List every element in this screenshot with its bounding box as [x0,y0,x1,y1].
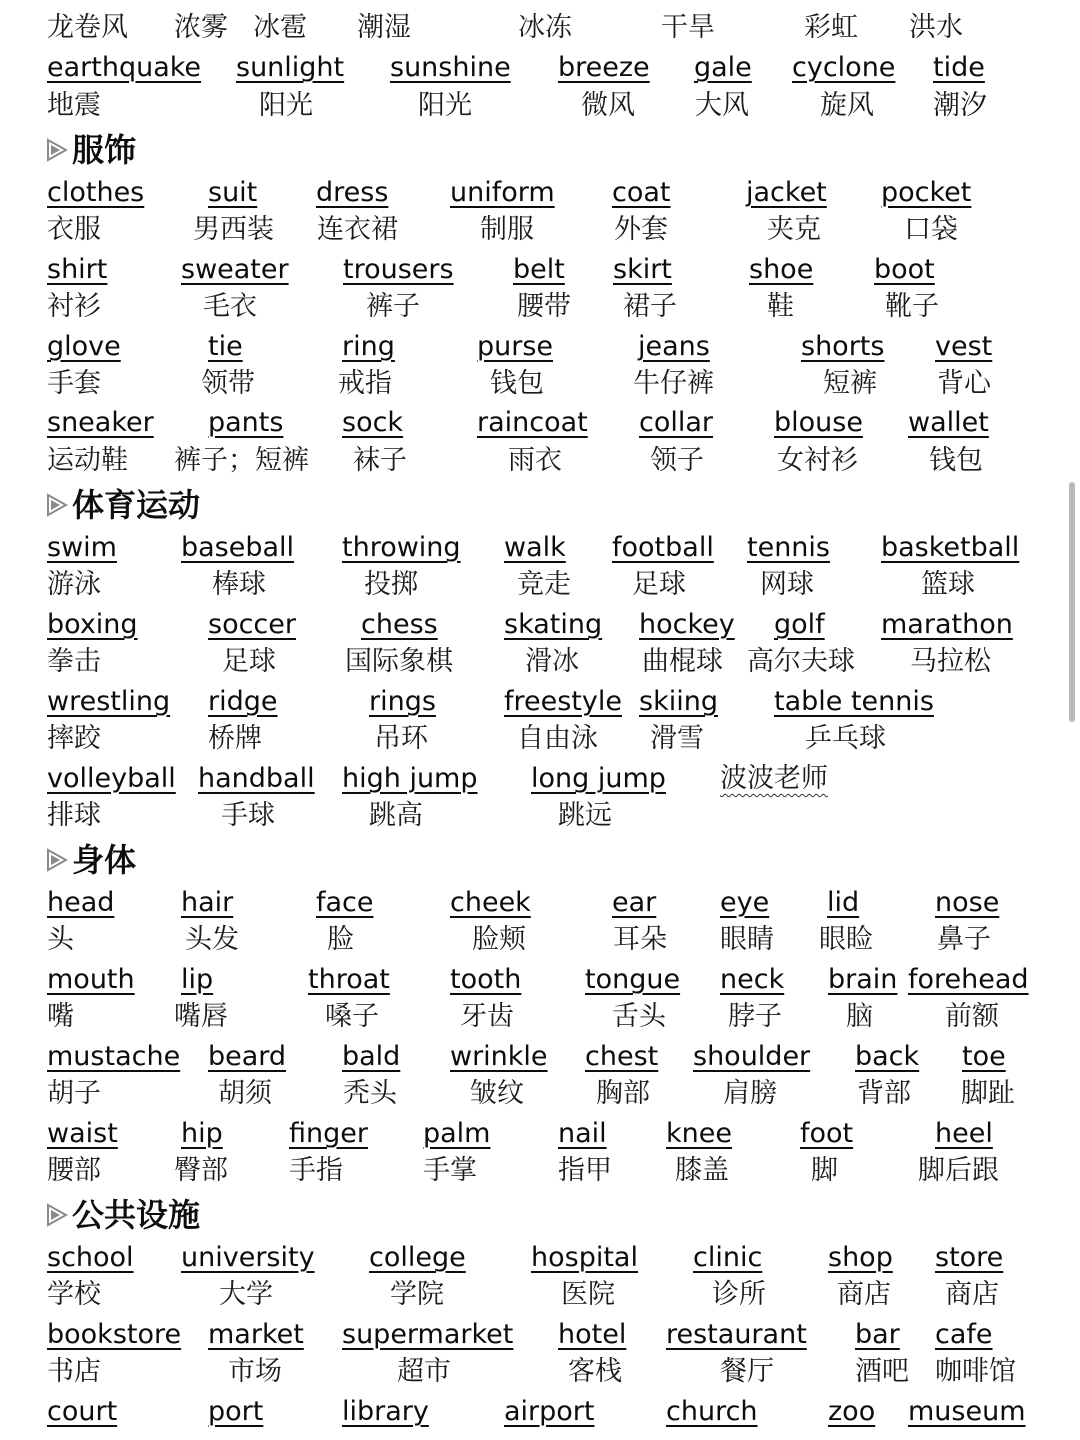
en-word-link[interactable]: high jump [342,763,478,794]
zh-word: 脸颊 [472,924,526,955]
en-word-link[interactable]: bar [855,1319,900,1350]
en-word-link[interactable]: cheek [450,887,531,918]
zh-word: 手球 [221,800,275,831]
en-word-link[interactable]: store [935,1242,1004,1273]
en-word-link[interactable]: earthquake [47,52,202,83]
en-word-link[interactable]: coat [612,177,671,208]
zh-word: 脑 [846,1001,873,1032]
zh-word: 连衣裙 [317,214,398,245]
zh-word: 衣服 [47,214,101,245]
en-word-link[interactable]: breeze [558,52,650,83]
zh-word: 洪水 [909,12,963,43]
zh-word: 口袋 [904,214,958,245]
zh-word: 大学 [219,1279,273,1310]
en-word-link[interactable]: ring [342,331,395,362]
en-word-link[interactable]: school [47,1242,134,1273]
en-word-link[interactable]: wrestling [47,686,171,717]
en-word-link[interactable]: soccer [208,609,296,640]
en-word-link[interactable]: clothes [47,177,145,208]
en-word-link[interactable]: neck [720,964,785,995]
section-title: 体育运动 [72,486,201,524]
triangle-marker-icon [46,137,68,163]
zh-word: 手套 [47,368,101,399]
triangle-marker-icon [46,847,68,873]
zh-word: 潮湿 [357,12,411,43]
section-title: 身体 [72,841,137,879]
zh-word: 足球 [222,646,276,677]
en-word-link[interactable]: dress [316,177,389,208]
en-word-link[interactable]: skating [504,609,603,640]
zh-word: 眼睛 [720,924,774,955]
en-word-link[interactable]: hospital [531,1242,638,1273]
zh-word: 膝盖 [675,1155,729,1186]
zh-word: 马拉松 [910,646,991,677]
en-word-link[interactable]: table tennis [774,686,934,717]
en-word-link[interactable]: wallet [908,407,989,438]
en-word-link[interactable]: chess [361,609,438,640]
en-word-link[interactable]: cyclone [792,52,896,83]
en-word-link[interactable]: bookstore [47,1319,182,1350]
en-word-link[interactable]: volleyball [47,763,176,794]
zh-word: 嘴 [47,1001,74,1032]
zh-word: 臀部 [174,1155,228,1186]
en-word-link[interactable]: baseball [181,532,295,563]
en-word-link[interactable]: suit [208,177,258,208]
en-word-link[interactable]: back [855,1041,920,1072]
zh-word: 乒乓球 [805,723,886,754]
en-word-link[interactable]: bald [342,1041,401,1072]
zh-word: 前额 [945,1001,999,1032]
en-word-link[interactable]: tooth [450,964,522,995]
en-word-link[interactable]: eye [720,887,770,918]
en-word-link[interactable]: belt [513,254,565,285]
section-heading-body [46,840,136,880]
zh-word: 咖啡馆 [935,1356,1016,1387]
en-word-link[interactable]: hair [181,887,234,918]
author-watermark: 波波老师 [720,763,828,794]
en-word-link[interactable]: nail [558,1118,607,1149]
zh-word: 毛衣 [203,291,257,322]
en-word-link[interactable]: marathon [881,609,1013,640]
en-word-link[interactable]: golf [774,609,825,640]
zh-word: 诊所 [712,1279,766,1310]
zh-word: 大风 [695,90,749,121]
en-word-link[interactable]: ridge [208,686,278,717]
en-word-link[interactable]: forehead [908,964,1029,995]
en-word-link[interactable]: boot [874,254,935,285]
en-word-link[interactable]: raincoat [477,407,588,438]
zh-word: 排球 [47,800,101,831]
section-heading-clothing [46,130,136,170]
en-word-link[interactable]: tongue [585,964,681,995]
triangle-marker-icon [46,492,68,518]
zh-word: 竞走 [517,569,571,600]
zh-word: 商店 [837,1279,891,1310]
en-word-link[interactable]: jeans [638,331,710,362]
zh-word: 钱包 [929,445,983,476]
zh-word: 书店 [47,1356,101,1387]
en-word-link[interactable]: tide [933,52,985,83]
en-word-link[interactable]: restaurant [666,1319,807,1350]
zh-word: 领子 [650,445,704,476]
en-word-link[interactable]: shoulder [693,1041,811,1072]
en-word-link[interactable]: jacket [746,177,827,208]
zh-word: 头发 [185,924,239,955]
zh-word: 脚趾 [961,1078,1015,1109]
zh-word: 地震 [47,90,101,121]
zh-word: 嗓子 [325,1001,379,1032]
en-word-link[interactable]: pants [208,407,284,438]
en-word-link[interactable]: skirt [613,254,672,285]
section-title: 公共设施 [72,1196,201,1234]
en-word-link[interactable]: tennis [747,532,830,563]
en-word-link[interactable]: lip [181,964,214,995]
zh-word: 商店 [945,1279,999,1310]
en-word-link[interactable]: lid [827,887,860,918]
zh-word: 酒吧 [855,1356,909,1387]
zh-word: 手指 [289,1155,343,1186]
en-word-link[interactable]: purse [477,331,554,362]
en-word-link[interactable]: airport [504,1396,595,1427]
zh-word: 阳光 [259,90,313,121]
zh-word: 头 [47,924,74,955]
en-word-link[interactable]: sock [342,407,404,438]
zh-word: 牙齿 [460,1001,514,1032]
en-word-link[interactable]: throwing [342,532,461,563]
zh-word: 脸 [327,924,354,955]
zh-word: 裤子；短裤 [174,445,309,476]
zh-word: 桥牌 [208,723,262,754]
zh-word: 滑雪 [650,723,704,754]
en-word-link[interactable]: zoo [828,1396,876,1427]
zh-word: 网球 [760,569,814,600]
en-word-link[interactable]: football [612,532,714,563]
en-word-link[interactable]: shop [828,1242,893,1273]
zh-word: 龙卷风 [47,12,128,43]
en-word-link[interactable]: toe [962,1041,1006,1072]
zh-word: 钱包 [490,368,544,399]
zh-word: 微风 [581,90,635,121]
en-word-link[interactable]: walk [504,532,566,563]
zh-word: 眼睑 [819,924,873,955]
zh-word: 冰雹 [253,12,307,43]
en-word-link[interactable]: uniform [450,177,555,208]
en-word-link[interactable]: shirt [47,254,108,285]
zh-word: 舌头 [612,1001,666,1032]
en-word-link[interactable]: mustache [47,1041,181,1072]
en-word-link[interactable]: handball [198,763,315,794]
en-word-link[interactable]: knee [666,1118,732,1149]
en-word-link[interactable]: supermarket [342,1319,514,1350]
vertical-scrollbar[interactable] [1069,482,1075,722]
zh-word: 脚 [811,1155,838,1186]
zh-word: 游泳 [47,569,101,600]
en-word-link[interactable]: ear [612,887,657,918]
zh-word: 摔跤 [47,723,101,754]
en-word-link[interactable]: blouse [774,407,863,438]
en-word-link[interactable]: waist [47,1118,118,1149]
en-word-link[interactable]: throat [308,964,390,995]
zh-word: 领带 [201,368,255,399]
en-word-link[interactable]: finger [289,1118,368,1149]
en-word-link[interactable]: sunlight [236,52,345,83]
zh-word: 戒指 [338,368,392,399]
zh-word: 衬衫 [47,291,101,322]
en-word-link[interactable]: gale [694,52,752,83]
zh-word: 曲棍球 [642,646,723,677]
en-word-link[interactable]: sunshine [390,52,511,83]
zh-word: 腰部 [47,1155,101,1186]
en-word-link[interactable]: port [208,1396,264,1427]
zh-word: 靴子 [885,291,939,322]
en-word-link[interactable]: skiing [639,686,718,717]
en-word-link[interactable]: boxing [47,609,138,640]
en-word-link[interactable]: nose [935,887,1000,918]
zh-word: 浓雾 [174,12,228,43]
en-word-link[interactable]: hockey [639,609,735,640]
zh-word: 脚后跟 [918,1155,999,1186]
zh-word: 旋风 [820,90,874,121]
zh-word: 干旱 [661,12,715,43]
zh-word: 嘴唇 [174,1001,228,1032]
zh-word: 跳远 [558,800,612,831]
zh-word: 男西装 [193,214,274,245]
en-word-link[interactable]: pocket [881,177,972,208]
en-word-link[interactable]: shoe [749,254,814,285]
zh-word: 学校 [47,1279,101,1310]
zh-word: 短裤 [823,368,877,399]
zh-word: 手掌 [423,1155,477,1186]
zh-word: 吊环 [374,723,428,754]
en-word-link[interactable]: palm [423,1118,491,1149]
zh-word: 医院 [561,1279,615,1310]
en-word-link[interactable]: beard [208,1041,287,1072]
zh-word: 背心 [937,368,991,399]
zh-word: 胡须 [218,1078,272,1109]
zh-word: 裙子 [623,291,677,322]
zh-word: 肩膀 [723,1078,777,1109]
zh-word: 冰冻 [518,12,572,43]
en-word-link[interactable]: hip [181,1118,223,1149]
zh-word: 牛仔裤 [633,368,714,399]
en-word-link[interactable]: vest [935,331,993,362]
zh-word: 客栈 [568,1356,622,1387]
en-word-link[interactable]: cafe [935,1319,993,1350]
zh-word: 彩虹 [804,12,858,43]
section-title: 服饰 [72,131,137,169]
en-word-link[interactable]: court [47,1396,118,1427]
en-word-link[interactable]: brain [828,964,898,995]
zh-word: 国际象棋 [345,646,453,677]
zh-word: 鼻子 [937,924,991,955]
zh-word: 餐厅 [720,1356,774,1387]
zh-word: 秃头 [343,1078,397,1109]
en-word-link[interactable]: sweater [181,254,289,285]
zh-word: 腰带 [517,291,571,322]
zh-word: 耳朵 [613,924,667,955]
en-word-link[interactable]: long jump [531,763,666,794]
zh-word: 学院 [390,1279,444,1310]
triangle-marker-icon [46,1202,68,1228]
zh-word: 裤子 [366,291,420,322]
zh-word: 雨衣 [508,445,562,476]
zh-word: 鞋 [767,291,794,322]
en-word-link[interactable]: head [47,887,115,918]
en-word-link[interactable]: swim [47,532,117,563]
section-heading-sports [46,485,200,525]
en-word-link[interactable]: rings [369,686,436,717]
zh-word: 篮球 [921,569,975,600]
zh-word: 运动鞋 [47,445,128,476]
zh-word: 袜子 [353,445,407,476]
en-word-link[interactable]: college [369,1242,466,1273]
en-word-link[interactable]: heel [935,1118,993,1149]
en-word-link[interactable]: basketball [881,532,1020,563]
en-word-link[interactable]: collar [639,407,714,438]
en-word-link[interactable]: trousers [343,254,454,285]
zh-word: 市场 [228,1356,282,1387]
zh-word: 胡子 [47,1078,101,1109]
en-word-link[interactable]: museum [908,1396,1026,1427]
zh-word: 胸部 [596,1078,650,1109]
en-word-link[interactable]: university [181,1242,315,1273]
zh-word: 皱纹 [470,1078,524,1109]
zh-word: 阳光 [418,90,472,121]
zh-word: 指甲 [558,1155,612,1186]
zh-word: 背部 [857,1078,911,1109]
en-word-link[interactable]: tie [208,331,243,362]
zh-word: 足球 [632,569,686,600]
section-heading-public-facilities [46,1195,200,1235]
zh-word: 夹克 [767,214,821,245]
en-word-link[interactable]: library [342,1396,429,1427]
zh-word: 脖子 [728,1001,782,1032]
en-word-link[interactable]: clinic [693,1242,763,1273]
en-word-link[interactable]: freestyle [504,686,622,717]
zh-word: 潮汐 [933,90,987,121]
zh-word: 滑冰 [525,646,579,677]
zh-word: 拳击 [47,646,101,677]
en-word-link[interactable]: sneaker [47,407,154,438]
en-word-link[interactable]: church [666,1396,758,1427]
en-word-link[interactable]: foot [800,1118,854,1149]
en-word-link[interactable]: hotel [558,1319,627,1350]
en-word-link[interactable]: shorts [801,331,885,362]
zh-word: 制服 [480,214,534,245]
zh-word: 高尔夫球 [747,646,855,677]
zh-word: 外套 [614,214,668,245]
en-word-link[interactable]: face [316,887,374,918]
zh-word: 自由泳 [517,723,598,754]
zh-word: 投掷 [364,569,418,600]
en-word-link[interactable]: market [208,1319,304,1350]
zh-word: 棒球 [212,569,266,600]
zh-word: 女衬衫 [777,445,858,476]
en-word-link[interactable]: mouth [47,964,135,995]
en-word-link[interactable]: chest [585,1041,659,1072]
en-word-link[interactable]: wrinkle [450,1041,548,1072]
en-word-link[interactable]: glove [47,331,121,362]
zh-word: 跳高 [369,800,423,831]
zh-word: 超市 [397,1356,451,1387]
